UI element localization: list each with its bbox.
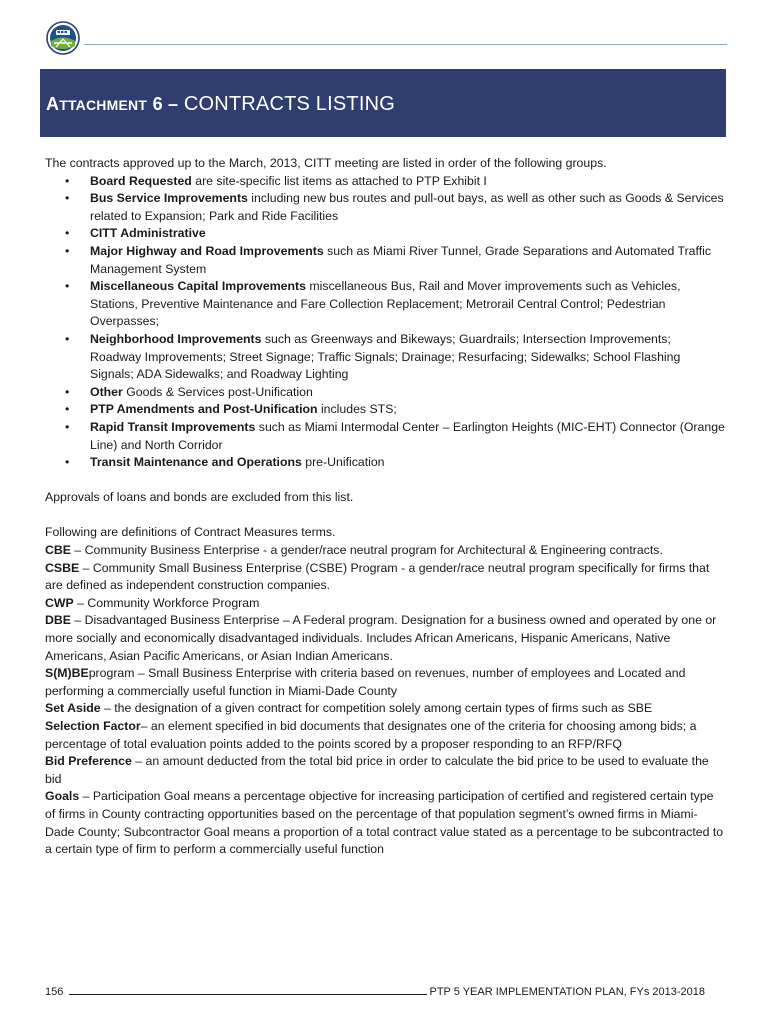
list-item: • Major Highway and Road Improvements such as Miami River Tunnel, Grade Separations and Automated Traffic Management System bbox=[45, 243, 725, 278]
definition-goals: Goals – Participation Goal means a percentage objective for increasing participation of certified and registered certain type of firms in County contracting opportunities based on the percentage of that population segment’s owned firms in Miami-Dade County; Subcontractor Goal means a proportion of a total contract value stated as a percentage to be subcontracted to a certain type of firm to perform a commercially useful function bbox=[45, 789, 724, 857]
list-item: • Board Requested are site-specific list items as attached to PTP Exhibit I bbox=[45, 173, 725, 191]
attachment-banner bbox=[40, 69, 726, 137]
list-item: • Miscellaneous Capital Improvements miscellaneous Bus, Rail and Mover improvements such as Vehicles, Stations, Preventive Maintenance and Fare Collection Replacement; Metrorail Central Control; Pedestrian Overpasses; bbox=[45, 278, 725, 331]
definition-csbe: CSBE – Community Small Business Enterprise (CSBE) Program - a gender/race neutral program specifically for firms that are defined as independent construction companies. bbox=[45, 560, 710, 593]
ptp-logo-icon bbox=[46, 21, 80, 55]
page-number: 156 bbox=[45, 986, 64, 998]
page-footer bbox=[45, 986, 705, 998]
definition-cwp: CWP – Community Workforce Program bbox=[45, 595, 260, 610]
intro-paragraph: The contracts approved up to the March, 2013, CITT meeting are listed in order of the following groups. bbox=[45, 156, 607, 170]
list-item: • Other Goods & Services post-Unification bbox=[45, 384, 725, 402]
definition-smbe: S(M)BEprogram – Small Business Enterprise with criteria based on revenues, number of employees and Located and performing a commercially useful function in Miami-Dade County bbox=[45, 666, 686, 698]
page-title: ATTACHMENT 6 – CONTRACTS LISTING bbox=[46, 93, 396, 115]
definition-dbe: DBE – Disadvantaged Business Enterprise – A Federal program. Designation for a business owned and operated by one or more socially and economically disadvantaged individuals. Includes African Americans, Hispanic Americans, Native Americans, Asian Pacific Americans, or Asian Indian Americans. bbox=[45, 613, 717, 663]
definition-selection-factor: Selection Factor– an element specified in bid documents that designates one of the criteria for choosing among bids; a percentage of total evaluation points added to the points scored by a proposer responding to an RFP/RFQ bbox=[45, 719, 697, 751]
footer-doc-title: PTP 5 YEAR IMPLEMENTATION PLAN, FYs 2013-2018 bbox=[429, 986, 705, 998]
list-item: • Bus Service Improvements including new bus routes and pull-out bays, as well as other such as Goods & Services related to Expansion; Park and Ride Facilities bbox=[45, 190, 725, 225]
document-body bbox=[45, 155, 725, 859]
header-rule bbox=[84, 44, 727, 45]
list-item: • PTP Amendments and Post-Unification includes STS; bbox=[45, 401, 725, 419]
definitions-intro: Following are definitions of Contract Measures terms. bbox=[45, 525, 336, 540]
contract-groups-list bbox=[45, 173, 725, 472]
list-item: • CITT Administrative bbox=[45, 225, 725, 243]
definition-cbe: CBE – Community Business Enterprise - a gender/race neutral program for Architectural & Engineering contracts. bbox=[45, 543, 663, 558]
exclusion-note: Approvals of loans and bonds are excluded from this list. bbox=[45, 490, 354, 505]
definition-set-aside: Set Aside – the designation of a given contract for competition solely among certain types of firms such as SBE bbox=[45, 701, 653, 716]
list-item: • Transit Maintenance and Operations pre-Unification bbox=[45, 454, 725, 472]
definition-bid-preference: Bid Preference – an amount deducted from the total bid price in order to calculate the bid price to be used to evaluate the bid bbox=[45, 754, 709, 786]
list-item: • Rapid Transit Improvements such as Miami Intermodal Center – Earlington Heights (MIC-EHT) Connector (Orange Line) and North Corridor bbox=[45, 419, 725, 454]
list-item: • Neighborhood Improvements such as Greenways and Bikeways; Guardrails; Intersection Improvements; Roadway Improvements; Street Signage; Traffic Signals; Drainage; Resurfacing; Sidewalks; School Flashing Signals; ADA Sidewalks; and Roadway Lighting bbox=[45, 331, 725, 384]
footer-rule bbox=[69, 993, 427, 995]
